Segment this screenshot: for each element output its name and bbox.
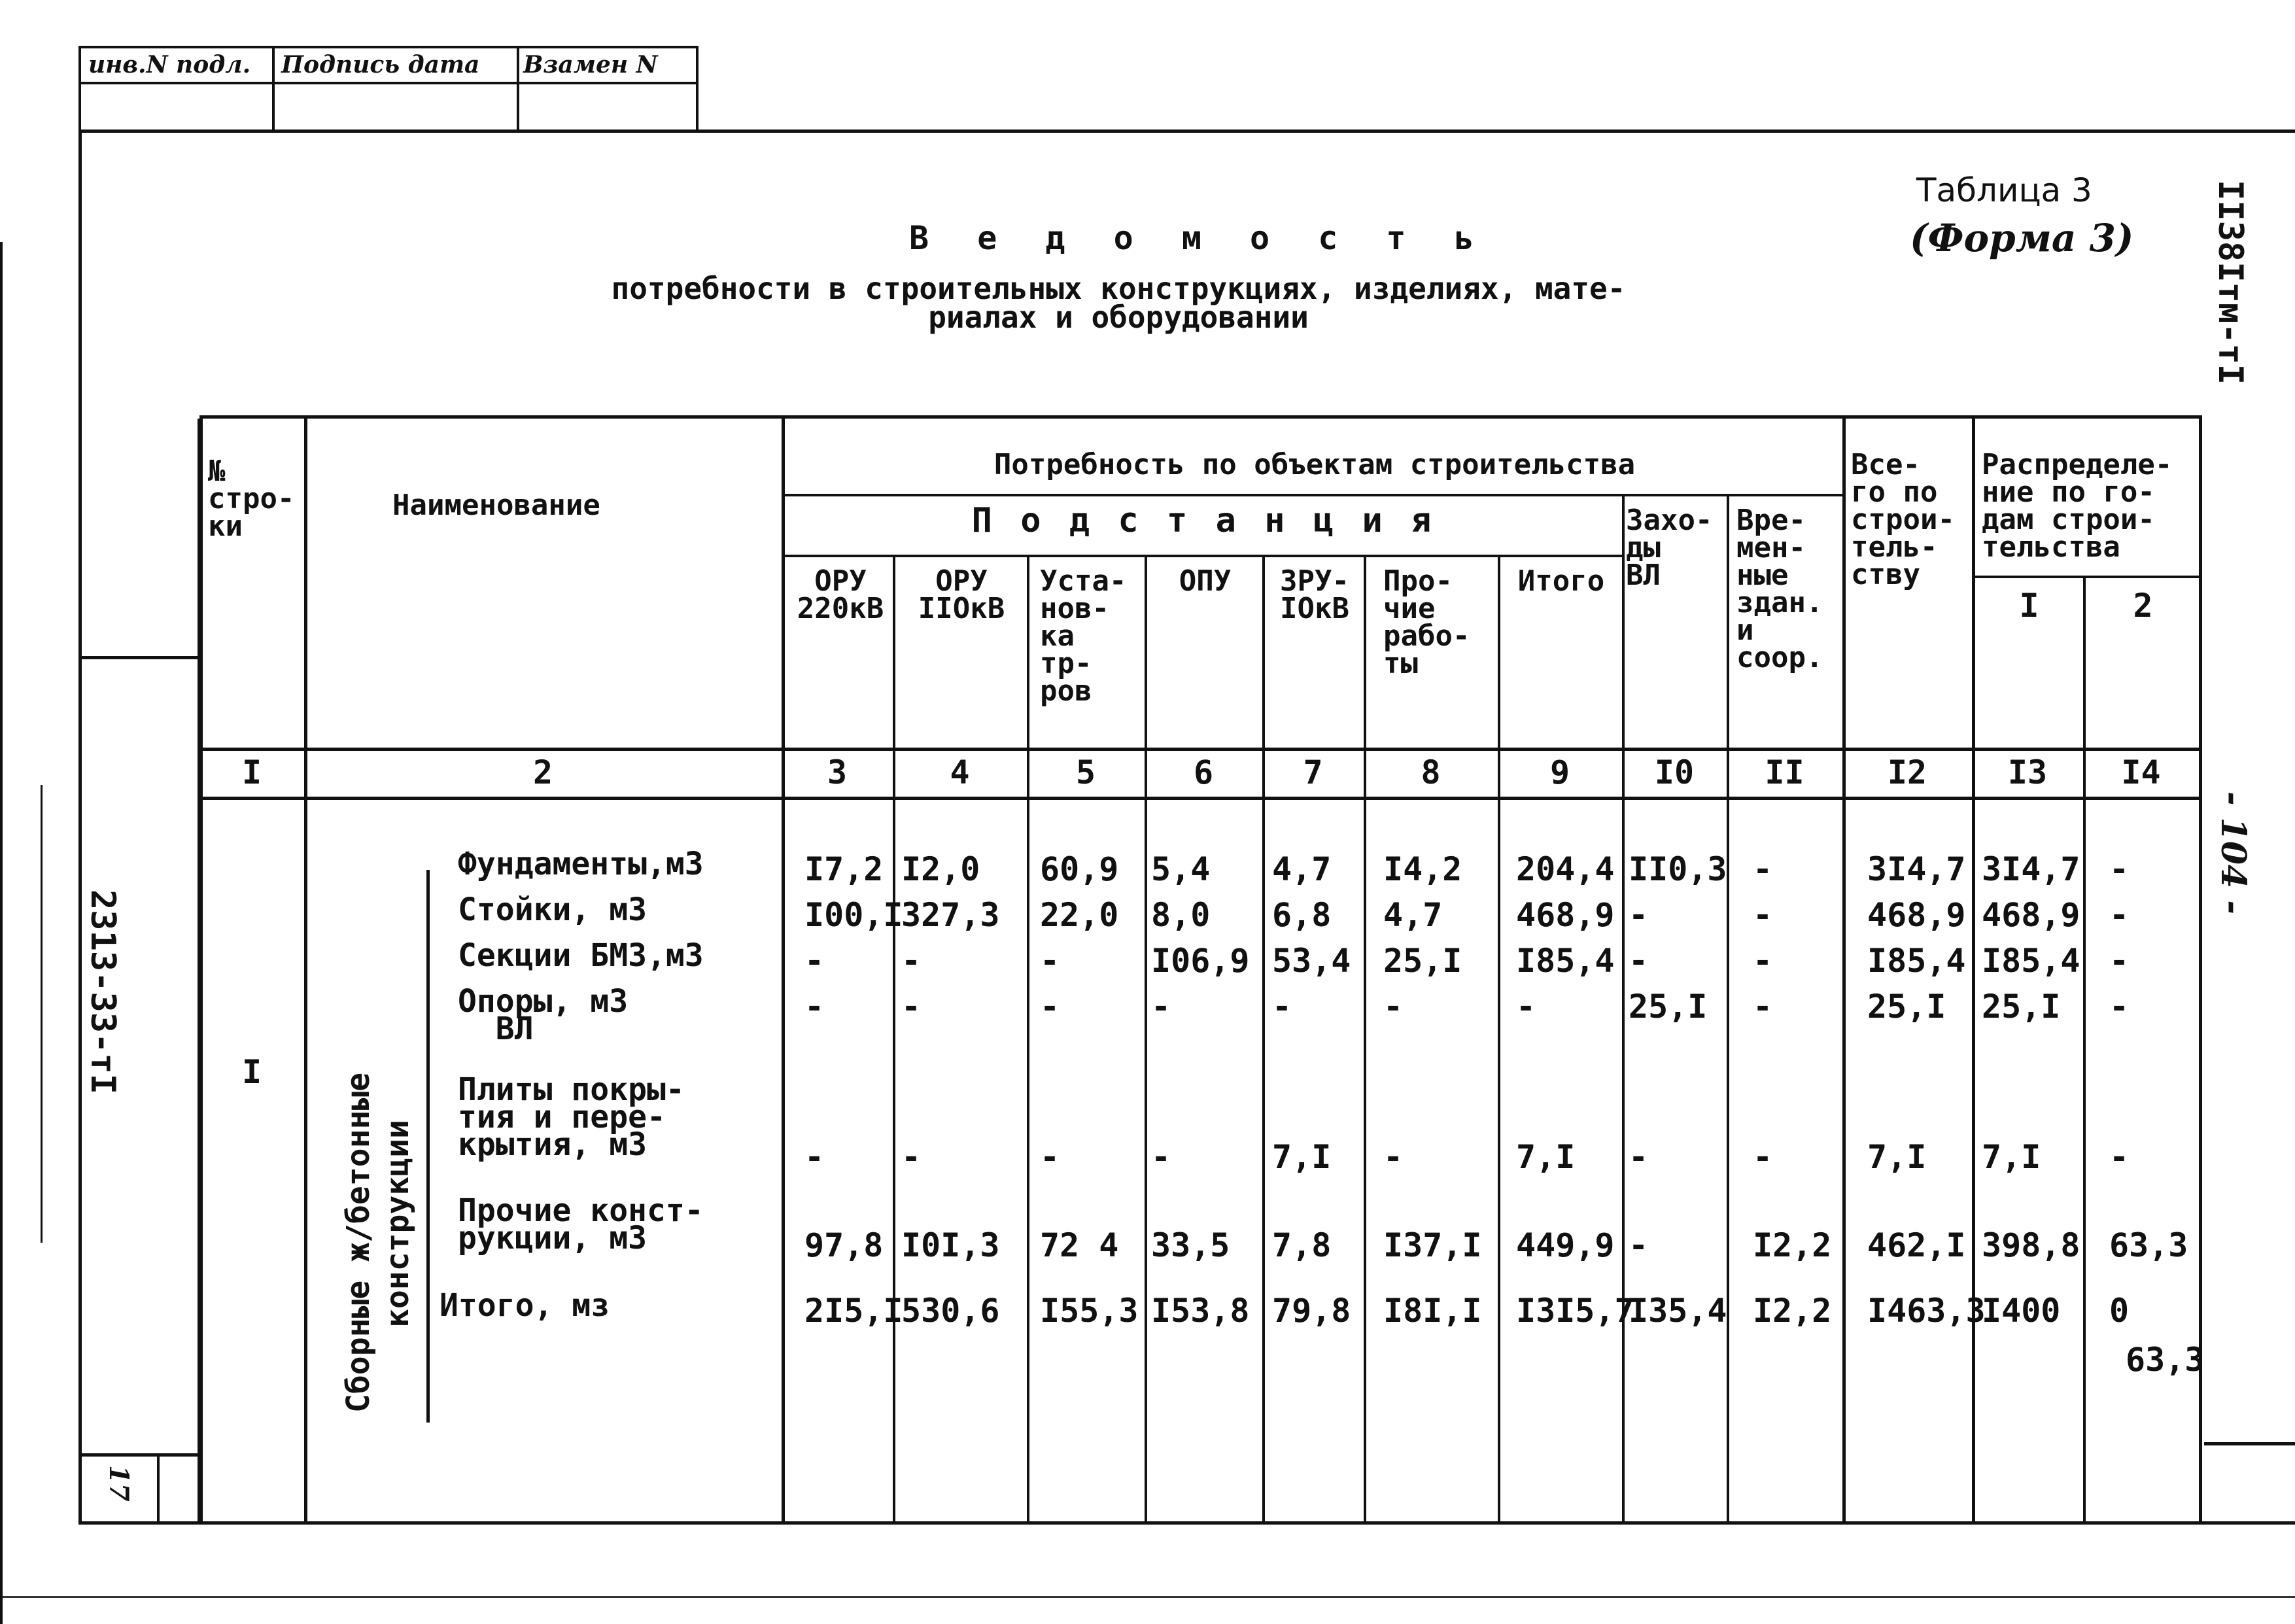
header-col-3: ОРУ 220кВ	[797, 564, 884, 625]
row-value: 462,I	[1867, 1226, 1966, 1264]
group-label-line-1: Сборные ж/бетонные	[340, 1072, 377, 1413]
column-number-14: I4	[2121, 753, 2161, 791]
row-value: -	[1151, 1138, 1171, 1176]
header-col-9: Итого	[1517, 564, 1605, 598]
page-left-mark	[41, 785, 43, 1243]
row-value: 7,8	[1272, 1226, 1332, 1264]
row-value: -	[1272, 988, 1292, 1026]
header-year-1: I	[2019, 587, 2039, 625]
stamp-replace-no: Взамен N	[523, 51, 658, 78]
row-value: -	[901, 942, 922, 980]
column-number-6: 6	[1193, 753, 1214, 791]
row-value: -	[1629, 1138, 1649, 1176]
table-label: Таблица 3	[1916, 171, 2092, 209]
side-document-code: 2313-33-тI	[83, 890, 122, 1095]
header-need-by-objects: Потребность по объектам строительства	[993, 448, 1636, 481]
column-number-12: I2	[1887, 753, 1927, 791]
row-value: I85,4	[1982, 942, 2080, 980]
group-label-line-2: конструкции	[379, 1120, 416, 1328]
header-col-13-14: Распределе- ние по го- дам строи- тельства	[1982, 448, 2173, 564]
header-col-7: ЗРУ- IОкВ	[1280, 564, 1349, 625]
header-name: Наименование	[392, 489, 600, 522]
row-value: 468,9	[1516, 896, 1615, 934]
row-value: -	[1040, 988, 1060, 1026]
total-value: I55,3	[1040, 1292, 1139, 1330]
row-value: 7,I	[1867, 1138, 1927, 1176]
header-col-5: Уста- нов- ка тр- ров	[1040, 564, 1127, 708]
row-value: I00,I	[804, 896, 903, 934]
column-number-4: 4	[950, 753, 970, 791]
row-value: -	[2109, 942, 2130, 980]
row-value: -	[2109, 896, 2130, 934]
row-value: I4,2	[1383, 850, 1462, 888]
row-value: -	[901, 1138, 922, 1176]
header-col-6: ОПУ	[1179, 564, 1232, 598]
column-number-13: I3	[2007, 753, 2048, 791]
row-value: 25,I	[1629, 988, 1708, 1026]
frame-bottom-line	[78, 1521, 2295, 1525]
right-margin-line	[2204, 1442, 2295, 1445]
row-value: -	[1151, 988, 1171, 1026]
row-value: -	[804, 988, 825, 1026]
row-value: -	[2109, 850, 2130, 888]
row-value: -	[1753, 896, 1773, 934]
row-number: I	[242, 1053, 262, 1091]
total-row-name: Итого, мз	[440, 1287, 610, 1324]
row-value: 7,I	[1272, 1138, 1332, 1176]
row-value: 327,3	[901, 896, 1000, 934]
row-value: 4,7	[1272, 850, 1332, 888]
header-col-8: Про- чие рабо- ты	[1383, 564, 1470, 680]
row-value: -	[1753, 988, 1773, 1026]
column-number-5: 5	[1075, 753, 1096, 791]
row-name: Опоры, м3 ВЛ	[458, 983, 629, 1047]
stamp-inv-no: инв.N подл.	[88, 51, 251, 78]
row-value: 60,9	[1040, 850, 1119, 888]
row-value: -	[2109, 1138, 2130, 1176]
row-value: I0I,3	[901, 1226, 1000, 1264]
row-value: -	[1753, 850, 1773, 888]
row-value: I2,0	[901, 850, 980, 888]
sheet-number: 17	[103, 1465, 134, 1502]
header-substation: П о д с т а н ц и я	[971, 501, 1436, 540]
subtitle-line-2: риалах и оборудовании	[928, 300, 1309, 335]
row-value: -	[901, 988, 922, 1026]
row-value: I85,4	[1516, 942, 1615, 980]
header-col-12: Все- го по строи- тель- ству	[1851, 448, 1955, 591]
row-value: I06,9	[1151, 942, 1250, 980]
row-value: -	[1753, 1138, 1773, 1176]
row-value: -	[1040, 942, 1060, 980]
row-value: -	[1629, 942, 1649, 980]
total-value-year-2: 63,3	[2126, 1341, 2205, 1379]
row-value: 7,I	[1516, 1138, 1576, 1176]
row-value: 33,5	[1151, 1226, 1230, 1264]
stamp-signature-date: Подпись дата	[281, 51, 480, 78]
row-value: 97,8	[804, 1226, 884, 1264]
row-value: 6,8	[1272, 896, 1332, 934]
row-name: Стойки, м3	[458, 891, 647, 928]
row-value: -	[804, 1138, 825, 1176]
row-value: 3I4,7	[1982, 850, 2080, 888]
total-value: I2,2	[1753, 1292, 1832, 1330]
row-value: 25,I	[1982, 988, 2061, 1026]
column-number-7: 7	[1303, 753, 1323, 791]
column-number-10: I0	[1654, 753, 1695, 791]
row-value: -	[2109, 988, 2130, 1026]
total-value: I463,3	[1867, 1292, 1986, 1330]
total-value: I8I,I	[1383, 1292, 1482, 1330]
document-title: В е д о м о с т ь	[909, 219, 1489, 257]
row-value: I2,2	[1753, 1226, 1832, 1264]
row-value: I37,I	[1383, 1226, 1482, 1264]
form-label: (Форма 3)	[1910, 216, 2134, 260]
row-name: Прочие конст- рукции, м3	[458, 1192, 704, 1256]
column-number-9: 9	[1549, 753, 1570, 791]
total-value: 0	[2109, 1292, 2130, 1330]
row-value: 25,I	[1383, 942, 1462, 980]
row-value: -	[1040, 1138, 1060, 1176]
total-value: 79,8	[1272, 1292, 1351, 1330]
page-bottom-line	[0, 1596, 2295, 1598]
row-value: II0,3	[1629, 850, 1727, 888]
row-value: 5,4	[1151, 850, 1211, 888]
column-number-11: II	[1765, 753, 1804, 791]
column-number-8: 8	[1421, 753, 1441, 791]
row-value: 8,0	[1151, 896, 1211, 934]
row-name: Секции БМЗ,м3	[458, 937, 704, 974]
row-name: Плиты покры- тия и пере- крытия, м3	[458, 1071, 685, 1163]
row-value: 63,3	[2109, 1226, 2188, 1264]
column-number-1: I	[241, 753, 262, 791]
row-value: I85,4	[1867, 942, 1966, 980]
row-value: 3I4,7	[1867, 850, 1966, 888]
row-value: 468,9	[1867, 896, 1966, 934]
header-col-10: Захо- ды ВЛ	[1626, 504, 1713, 592]
header-year-2: 2	[2133, 587, 2153, 625]
row-value: 53,4	[1272, 942, 1351, 980]
row-value: -	[804, 942, 825, 980]
row-value: 72 4	[1040, 1226, 1119, 1264]
total-value: I3I5,7	[1516, 1292, 1634, 1330]
page-left-edge	[0, 242, 3, 1624]
row-value: 468,9	[1982, 896, 2080, 934]
row-value: 204,4	[1516, 850, 1615, 888]
row-value: -	[1629, 1226, 1649, 1264]
frame-top-line	[78, 130, 2295, 133]
row-value: 449,9	[1516, 1226, 1615, 1264]
row-value: 4,7	[1383, 896, 1443, 934]
frame-left-line	[78, 130, 82, 1523]
column-number-2: 2	[532, 753, 553, 791]
row-value: 25,I	[1867, 988, 1946, 1026]
total-value: 530,6	[901, 1292, 1000, 1330]
column-number-3: 3	[827, 753, 848, 791]
total-value: I400	[1982, 1292, 2061, 1330]
total-value: 2I5,I	[804, 1292, 903, 1330]
row-value: -	[1629, 896, 1649, 934]
row-value: -	[1383, 988, 1404, 1026]
row-value: 7,I	[1982, 1138, 2041, 1176]
row-value: 22,0	[1040, 896, 1119, 934]
header-col-11: Вре- мен- ные здан. и соор.	[1736, 504, 1823, 674]
row-value: -	[1516, 988, 1536, 1026]
page-number: - 104 -	[2213, 791, 2253, 914]
document-code: II38Iтм-тI	[2211, 180, 2250, 385]
row-value: 398,8	[1982, 1226, 2080, 1264]
row-value: I7,2	[804, 850, 884, 888]
row-name: Фундаменты,м3	[458, 846, 704, 882]
row-value: -	[1753, 942, 1773, 980]
row-value: -	[1383, 1138, 1404, 1176]
subtitle-line-1: потребности в строительных конструкциях, изделиях, мате-	[611, 271, 1626, 306]
header-col-4: ОРУ IIОкВ	[918, 564, 1005, 625]
header-row-no: № стро- ки	[208, 455, 295, 543]
total-value: I53,8	[1151, 1292, 1250, 1330]
total-value: I35,4	[1629, 1292, 1727, 1330]
